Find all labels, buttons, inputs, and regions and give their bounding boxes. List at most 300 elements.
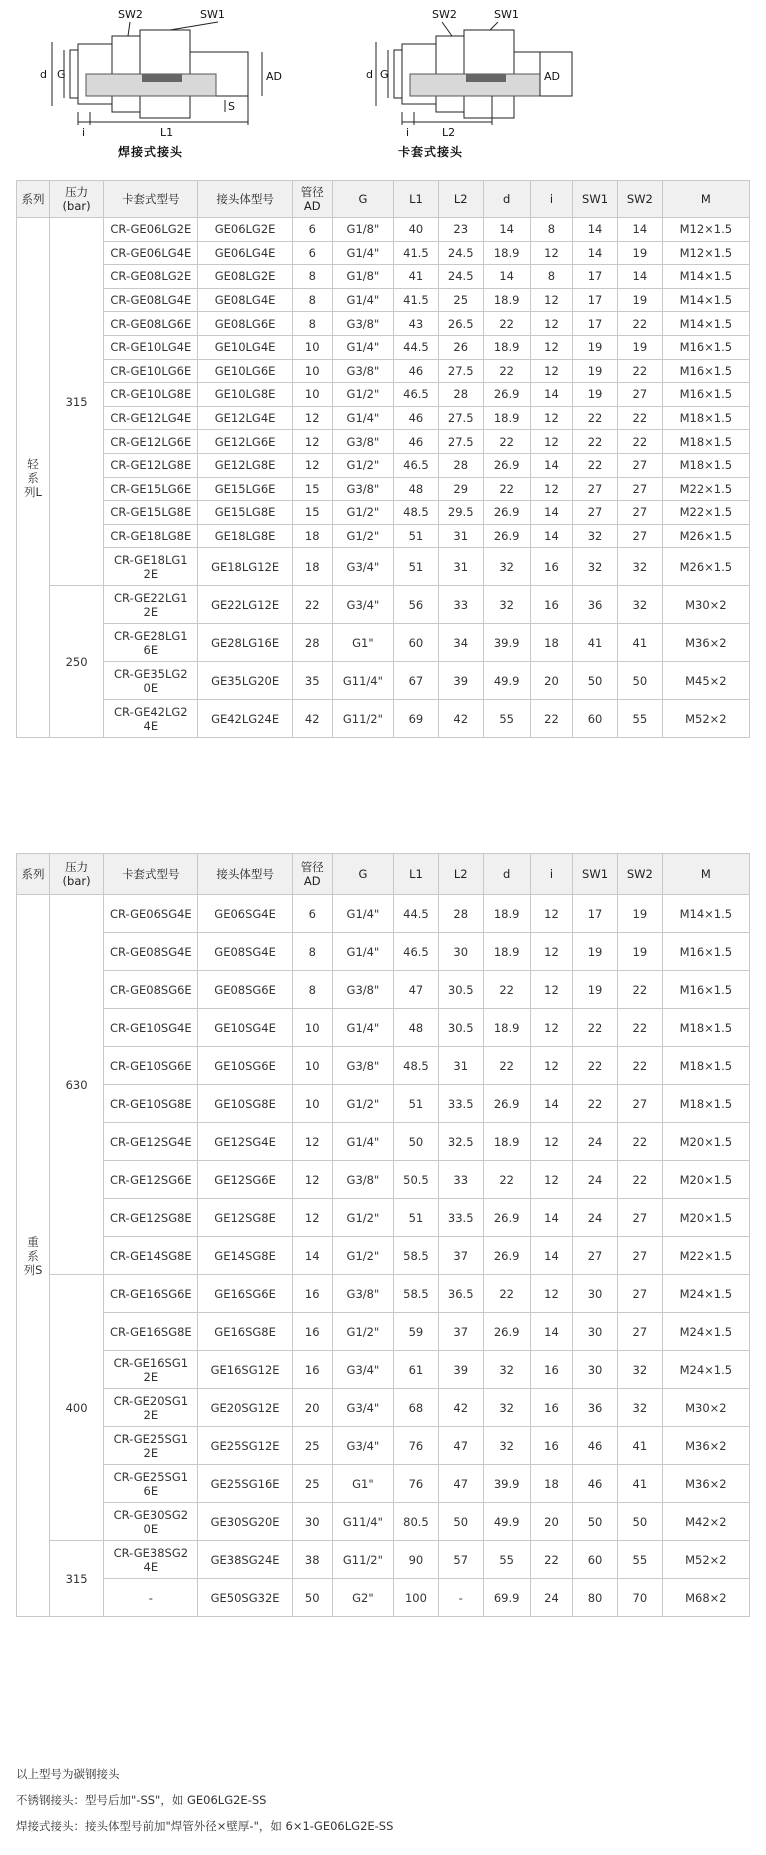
l2-cell: 27.5 [438, 406, 483, 430]
sw1-cell: 60 [573, 700, 618, 738]
sw1-cell: 50 [573, 1503, 618, 1541]
d-cell: 32 [483, 1351, 530, 1389]
d-cell: 22 [483, 1275, 530, 1313]
table-row [17, 1465, 750, 1503]
sw2-cell: 41 [617, 624, 662, 662]
table-row [17, 383, 750, 407]
table-header-row [17, 181, 750, 218]
sw2-cell: 22 [617, 971, 662, 1009]
g-label: G [57, 68, 66, 81]
i-cell: 16 [530, 586, 572, 624]
l2-cell: 27.5 [438, 430, 483, 454]
body-model-cell: GE06LG4E [198, 241, 292, 265]
tube-ad-cell: 12 [292, 1199, 332, 1237]
sw2-cell: 32 [617, 1389, 662, 1427]
table-row [17, 1275, 750, 1313]
sw2-cell: 19 [617, 288, 662, 312]
sleeve-model-cell: CR-GE06LG2E [104, 218, 198, 242]
tube-ad-cell: 16 [292, 1313, 332, 1351]
l1-cell: 67 [394, 662, 439, 700]
sw1-cell: 80 [573, 1579, 618, 1617]
m-cell: M42×2 [662, 1503, 749, 1541]
m-cell: M14×1.5 [662, 312, 749, 336]
l2-cell: 28 [438, 453, 483, 477]
header-tube-ad: 管径AD [292, 181, 332, 218]
g-cell: G3/8" [332, 359, 393, 383]
l1-cell: 46.5 [394, 383, 439, 407]
d-cell: 32 [483, 1389, 530, 1427]
header-d: d [483, 854, 530, 895]
m-cell: M12×1.5 [662, 218, 749, 242]
d-cell: 18.9 [483, 933, 530, 971]
table-row [17, 700, 750, 738]
g-cell: G1" [332, 624, 393, 662]
sw1-cell: 41 [573, 624, 618, 662]
sleeve-model-cell: CR-GE12LG6E [104, 430, 198, 454]
l1-cell: 41 [394, 265, 439, 289]
i-cell: 12 [530, 1047, 572, 1085]
l2-cell: 39 [438, 662, 483, 700]
l2-cell: 24.5 [438, 265, 483, 289]
notes [16, 1764, 393, 1842]
table-row [17, 430, 750, 454]
i-cell: 22 [530, 1541, 572, 1579]
sleeve-model-cell: CR-GE12SG6E [104, 1161, 198, 1199]
i-cell: 12 [530, 1275, 572, 1313]
d-cell: 69.9 [483, 1579, 530, 1617]
m-cell: M12×1.5 [662, 241, 749, 265]
d-cell: 32 [483, 1427, 530, 1465]
m-cell: M18×1.5 [662, 430, 749, 454]
d-cell: 22 [483, 359, 530, 383]
l1-cell: 76 [394, 1465, 439, 1503]
m-cell: M14×1.5 [662, 895, 749, 933]
sw2-label: SW2 [432, 8, 457, 21]
l1-cell: 61 [394, 1351, 439, 1389]
g-cell: G1/2" [332, 1237, 393, 1275]
sw2-cell: 19 [617, 241, 662, 265]
sw2-cell: 32 [617, 548, 662, 586]
body-model-cell: GE06LG2E [198, 218, 292, 242]
length-label: L1 [160, 126, 174, 139]
m-cell: M20×1.5 [662, 1199, 749, 1237]
sleeve-model-cell: CR-GE25SG12E [104, 1427, 198, 1465]
g-label: G [380, 68, 389, 81]
sleeve-model-cell: CR-GE30SG20E [104, 1503, 198, 1541]
sleeve-model-cell: CR-GE08SG4E [104, 933, 198, 971]
pressure-cell: 250 [49, 586, 103, 738]
l2-cell: 29.5 [438, 501, 483, 525]
g-cell: G11/2" [332, 700, 393, 738]
i-cell: 14 [530, 1313, 572, 1351]
body-model-cell: GE08LG2E [198, 265, 292, 289]
g-cell: G3/4" [332, 548, 393, 586]
sw1-cell: 27 [573, 1237, 618, 1275]
tube-ad-cell: 12 [292, 406, 332, 430]
sw1-cell: 24 [573, 1199, 618, 1237]
sw1-cell: 27 [573, 501, 618, 525]
g-cell: G1/4" [332, 406, 393, 430]
l2-cell: 37 [438, 1237, 483, 1275]
g-cell: G1/4" [332, 1123, 393, 1161]
s-label: S [228, 100, 235, 113]
table-row [17, 895, 750, 933]
sw1-cell: 30 [573, 1313, 618, 1351]
header-i: i [530, 854, 572, 895]
sw2-cell: 32 [617, 1351, 662, 1389]
m-cell: M16×1.5 [662, 971, 749, 1009]
d-cell: 26.9 [483, 383, 530, 407]
l1-cell: 43 [394, 312, 439, 336]
sw2-cell: 22 [617, 312, 662, 336]
m-cell: M26×1.5 [662, 524, 749, 548]
l2-cell: 33.5 [438, 1199, 483, 1237]
tube-ad-cell: 18 [292, 524, 332, 548]
i-cell: 18 [530, 624, 572, 662]
sw1-label: SW1 [494, 8, 519, 21]
sw1-cell: 36 [573, 1389, 618, 1427]
sw2-cell: 22 [617, 1123, 662, 1161]
i-cell: 20 [530, 1503, 572, 1541]
l2-cell: - [438, 1579, 483, 1617]
sleeve-model-cell: CR-GE20SG12E [104, 1389, 198, 1427]
sw2-cell: 55 [617, 700, 662, 738]
l2-cell: 23 [438, 218, 483, 242]
body-model-cell: GE38SG24E [198, 1541, 292, 1579]
d-cell: 18.9 [483, 1009, 530, 1047]
sleeve-model-cell: CR-GE06SG4E [104, 895, 198, 933]
d-cell: 49.9 [483, 662, 530, 700]
tube-ad-cell: 10 [292, 1085, 332, 1123]
sw1-cell: 22 [573, 1009, 618, 1047]
m-cell: M36×2 [662, 624, 749, 662]
sw2-cell: 27 [617, 383, 662, 407]
sleeve-model-cell: CR-GE15LG8E [104, 501, 198, 525]
light-series-body [17, 218, 750, 738]
i-label: i [82, 126, 86, 139]
sleeve-model-cell: CR-GE10LG8E [104, 383, 198, 407]
tube-ad-cell: 18 [292, 548, 332, 586]
m-cell: M24×1.5 [662, 1351, 749, 1389]
sw1-cell: 22 [573, 406, 618, 430]
table-row [17, 288, 750, 312]
i-cell: 12 [530, 335, 572, 359]
sw1-cell: 27 [573, 477, 618, 501]
i-cell: 12 [530, 359, 572, 383]
m-cell: M52×2 [662, 1541, 749, 1579]
i-cell: 12 [530, 1161, 572, 1199]
m-cell: M18×1.5 [662, 1009, 749, 1047]
l1-cell: 68 [394, 1389, 439, 1427]
d-cell: 14 [483, 265, 530, 289]
l1-cell: 60 [394, 624, 439, 662]
table-row [17, 1199, 750, 1237]
m-cell: M22×1.5 [662, 1237, 749, 1275]
header-m: M [662, 181, 749, 218]
l2-cell: 39 [438, 1351, 483, 1389]
tube-ad-cell: 8 [292, 312, 332, 336]
l1-cell: 48.5 [394, 501, 439, 525]
m-cell: M16×1.5 [662, 335, 749, 359]
tube-ad-cell: 28 [292, 624, 332, 662]
table-row [17, 501, 750, 525]
sw1-cell: 32 [573, 524, 618, 548]
tube-ad-cell: 12 [292, 453, 332, 477]
i-cell: 12 [530, 430, 572, 454]
length-label: L2 [442, 126, 456, 139]
sw2-cell: 27 [617, 1237, 662, 1275]
g-cell: G1/2" [332, 383, 393, 407]
d-cell: 26.9 [483, 501, 530, 525]
table-header-row [17, 854, 750, 895]
i-cell: 14 [530, 383, 572, 407]
sw1-cell: 14 [573, 241, 618, 265]
body-model-cell: GE18LG12E [198, 548, 292, 586]
body-model-cell: GE10LG6E [198, 359, 292, 383]
table-row [17, 312, 750, 336]
d-cell: 18.9 [483, 406, 530, 430]
l1-cell: 46 [394, 430, 439, 454]
d-cell: 18.9 [483, 895, 530, 933]
l2-cell: 42 [438, 700, 483, 738]
body-model-cell: GE14SG8E [198, 1237, 292, 1275]
sleeve-model-cell: CR-GE08SG6E [104, 971, 198, 1009]
table-row [17, 662, 750, 700]
g-cell: G1/2" [332, 524, 393, 548]
g-cell: G1/4" [332, 241, 393, 265]
sleeve-model-cell: CR-GE18LG8E [104, 524, 198, 548]
body-model-cell: GE16SG6E [198, 1275, 292, 1313]
sleeve-model-cell: CR-GE15LG6E [104, 477, 198, 501]
sleeve-model-cell: CR-GE16SG8E [104, 1313, 198, 1351]
sw2-cell: 27 [617, 1199, 662, 1237]
body-model-cell: GE12SG6E [198, 1161, 292, 1199]
l1-cell: 80.5 [394, 1503, 439, 1541]
m-cell: M20×1.5 [662, 1123, 749, 1161]
table-row [17, 1427, 750, 1465]
sw1-cell: 60 [573, 1541, 618, 1579]
i-cell: 12 [530, 1123, 572, 1161]
g-cell: G3/8" [332, 430, 393, 454]
sw1-cell: 24 [573, 1161, 618, 1199]
sw2-cell: 22 [617, 406, 662, 430]
sleeve-model-cell: CR-GE16SG12E [104, 1351, 198, 1389]
sleeve-model-cell: CR-GE12SG4E [104, 1123, 198, 1161]
i-cell: 12 [530, 895, 572, 933]
sw2-cell: 22 [617, 1009, 662, 1047]
d-cell: 18.9 [483, 241, 530, 265]
header-tube-ad: 管径AD [292, 854, 332, 895]
welded-fitting-drawing [0, 0, 383, 180]
table-row [17, 1237, 750, 1275]
sw2-cell: 14 [617, 265, 662, 289]
tube-ad-cell: 14 [292, 1237, 332, 1275]
sw2-cell: 27 [617, 1313, 662, 1351]
i-cell: 12 [530, 288, 572, 312]
sleeve-model-cell: CR-GE10SG8E [104, 1085, 198, 1123]
body-model-cell: GE06SG4E [198, 895, 292, 933]
pressure-cell: 315 [49, 218, 103, 586]
l1-cell: 51 [394, 524, 439, 548]
d-cell: 26.9 [483, 1199, 530, 1237]
sw2-cell: 50 [617, 662, 662, 700]
compression-fitting-drawing [366, 0, 766, 180]
table-row [17, 1047, 750, 1085]
g-cell: G3/8" [332, 1161, 393, 1199]
d-cell: 22 [483, 971, 530, 1009]
l2-cell: 34 [438, 624, 483, 662]
header-sw1: SW1 [573, 181, 618, 218]
sw2-cell: 27 [617, 524, 662, 548]
body-model-cell: GE35LG20E [198, 662, 292, 700]
l2-cell: 27.5 [438, 359, 483, 383]
l1-cell: 58.5 [394, 1237, 439, 1275]
l1-cell: 41.5 [394, 288, 439, 312]
sw1-cell: 24 [573, 1123, 618, 1161]
i-cell: 8 [530, 265, 572, 289]
m-cell: M30×2 [662, 586, 749, 624]
i-cell: 16 [530, 1389, 572, 1427]
tube-ad-cell: 10 [292, 1047, 332, 1085]
body-model-cell: GE22LG12E [198, 586, 292, 624]
i-cell: 12 [530, 1009, 572, 1047]
body-model-cell: GE12LG4E [198, 406, 292, 430]
l2-cell: 25 [438, 288, 483, 312]
ad-label: AD [544, 70, 560, 83]
i-cell: 14 [530, 453, 572, 477]
g-cell: G1/4" [332, 895, 393, 933]
d-cell: 32 [483, 548, 530, 586]
g-cell: G1/4" [332, 1009, 393, 1047]
tube-ad-cell: 6 [292, 218, 332, 242]
l1-cell: 56 [394, 586, 439, 624]
sleeve-model-cell: CR-GE25SG16E [104, 1465, 198, 1503]
header-l1: L1 [394, 854, 439, 895]
l1-cell: 100 [394, 1579, 439, 1617]
table-row [17, 359, 750, 383]
sleeve-model-cell: CR-GE14SG8E [104, 1237, 198, 1275]
d-cell: 22 [483, 430, 530, 454]
d-cell: 32 [483, 586, 530, 624]
d-cell: 26.9 [483, 453, 530, 477]
g-cell: G1/4" [332, 335, 393, 359]
body-model-cell: GE15LG6E [198, 477, 292, 501]
header-body-model: 接头体型号 [198, 181, 292, 218]
g-cell: G1/2" [332, 1199, 393, 1237]
g-cell: G3/4" [332, 1427, 393, 1465]
sw1-cell: 36 [573, 586, 618, 624]
l2-cell: 36.5 [438, 1275, 483, 1313]
table-row [17, 1541, 750, 1579]
l1-cell: 41.5 [394, 241, 439, 265]
tube-ad-cell: 15 [292, 501, 332, 525]
d-cell: 39.9 [483, 1465, 530, 1503]
body-model-cell: GE12SG8E [198, 1199, 292, 1237]
m-cell: M30×2 [662, 1389, 749, 1427]
m-cell: M20×1.5 [662, 1161, 749, 1199]
sw1-cell: 19 [573, 971, 618, 1009]
sleeve-model-cell: CR-GE12SG8E [104, 1199, 198, 1237]
light-series-table [16, 180, 750, 738]
sw1-cell: 17 [573, 288, 618, 312]
header-pressure: 压力(bar) [49, 181, 103, 218]
body-model-cell: GE10SG4E [198, 1009, 292, 1047]
tube-ad-cell: 30 [292, 1503, 332, 1541]
body-model-cell: GE18LG8E [198, 524, 292, 548]
l1-cell: 51 [394, 1199, 439, 1237]
d-cell: 26.9 [483, 524, 530, 548]
m-cell: M52×2 [662, 700, 749, 738]
g-cell: G11/2" [332, 1541, 393, 1579]
sw1-label: SW1 [200, 8, 225, 21]
m-cell: M24×1.5 [662, 1313, 749, 1351]
i-cell: 14 [530, 1085, 572, 1123]
d-cell: 22 [483, 1047, 530, 1085]
d-cell: 55 [483, 1541, 530, 1579]
l2-cell: 33.5 [438, 1085, 483, 1123]
g-cell: G11/4" [332, 662, 393, 700]
tube-ad-cell: 25 [292, 1427, 332, 1465]
sw2-cell: 27 [617, 1085, 662, 1123]
d-cell: 14 [483, 218, 530, 242]
body-model-cell: GE10LG4E [198, 335, 292, 359]
sleeve-model-cell: CR-GE06LG4E [104, 241, 198, 265]
sleeve-model-cell: CR-GE16SG6E [104, 1275, 198, 1313]
sleeve-model-cell: CR-GE10SG4E [104, 1009, 198, 1047]
g-cell: G1/4" [332, 288, 393, 312]
l2-cell: 29 [438, 477, 483, 501]
note-carbon-steel: 以上型号为碳钢接头 [16, 1767, 120, 1781]
series-cell: 重系列S [17, 895, 50, 1617]
i-cell: 16 [530, 1427, 572, 1465]
table-row [17, 548, 750, 586]
sw2-label: SW2 [118, 8, 143, 21]
table-row [17, 1579, 750, 1617]
m-cell: M18×1.5 [662, 453, 749, 477]
d-cell: 22 [483, 1161, 530, 1199]
sw2-cell: 70 [617, 1579, 662, 1617]
l2-cell: 31 [438, 1047, 483, 1085]
g-cell: G1/2" [332, 453, 393, 477]
sw1-cell: 32 [573, 548, 618, 586]
sleeve-model-cell: CR-GE10LG4E [104, 335, 198, 359]
l1-cell: 50 [394, 1123, 439, 1161]
header-d: d [483, 181, 530, 218]
m-cell: M14×1.5 [662, 265, 749, 289]
g-cell: G3/4" [332, 1351, 393, 1389]
header-sw2: SW2 [617, 854, 662, 895]
m-cell: M16×1.5 [662, 359, 749, 383]
sw2-cell: 27 [617, 501, 662, 525]
sw1-cell: 19 [573, 383, 618, 407]
l1-cell: 44.5 [394, 335, 439, 359]
i-cell: 14 [530, 1199, 572, 1237]
m-cell: M18×1.5 [662, 1047, 749, 1085]
table-row [17, 971, 750, 1009]
l2-cell: 26.5 [438, 312, 483, 336]
m-cell: M18×1.5 [662, 406, 749, 430]
sw2-cell: 27 [617, 453, 662, 477]
table-row [17, 335, 750, 359]
header-sleeve-model: 卡套式型号 [104, 181, 198, 218]
m-cell: M68×2 [662, 1579, 749, 1617]
l2-cell: 28 [438, 383, 483, 407]
l1-cell: 46.5 [394, 933, 439, 971]
sw1-cell: 22 [573, 430, 618, 454]
sw2-cell: 14 [617, 218, 662, 242]
header-sleeve-model: 卡套式型号 [104, 854, 198, 895]
sleeve-model-cell: - [104, 1579, 198, 1617]
